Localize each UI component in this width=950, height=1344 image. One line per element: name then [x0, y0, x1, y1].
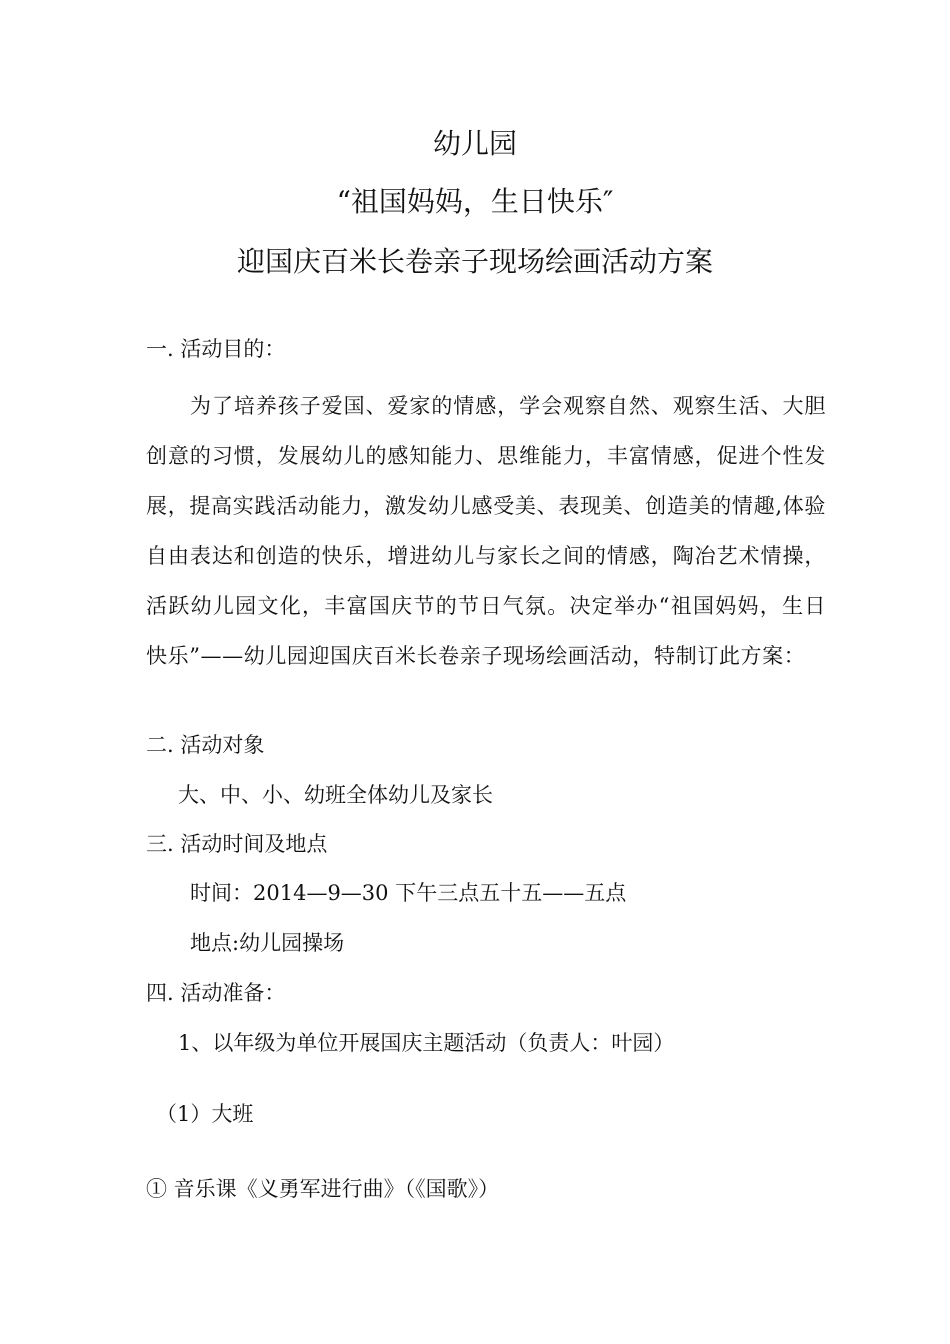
section-3-time: 时间：2014—9—30 下午三点五十五——五点 — [190, 881, 627, 905]
section-3-heading: 三. 活动时间及地点 — [146, 832, 328, 856]
section-4-item-1: 1、以年级为单位开展国庆主题活动（负责人：叶园） — [178, 1031, 675, 1055]
title-line-1: 幼儿园 — [432, 127, 517, 160]
section-4-subheading: （1）大班 — [156, 1102, 254, 1126]
title-line-3: 迎国庆百米长卷亲子现场绘画活动方案 — [236, 245, 713, 278]
section-1-body: 为了培养孩子爱国、爱家的情感，学会观察自然、观察生活、大胆创意的习惯，发展幼儿的感知能力、思维能力，丰富情感，促进个性发展，提高实践活动能力，激发幼儿感受美、表现美、创造美的情趣,体验自由表达和创造的快乐，增进幼儿与家长之间的情感，陶冶艺术情操，活跃幼儿园文化，丰富国庆节的节日气氛。决定举办“祖国妈妈，生日快乐”——幼儿园迎国庆百米长卷亲子现场绘画活动，特制订此方案： — [146, 394, 826, 668]
title-line-2: “祖国妈妈，生日快乐″ — [336, 185, 614, 218]
section-2-body: 大、中、小、幼班全体幼儿及家长 — [178, 783, 493, 807]
section-4-heading: 四. 活动准备： — [146, 981, 286, 1005]
section-3-place: 地点:幼儿园操场 — [190, 931, 345, 955]
section-1-heading: 一. 活动目的： — [146, 337, 286, 361]
section-2-heading: 二. 活动对象 — [146, 733, 265, 757]
section-4-sub-item-1: ① 音乐课《义勇军进行曲》（《国歌》） — [146, 1177, 500, 1201]
